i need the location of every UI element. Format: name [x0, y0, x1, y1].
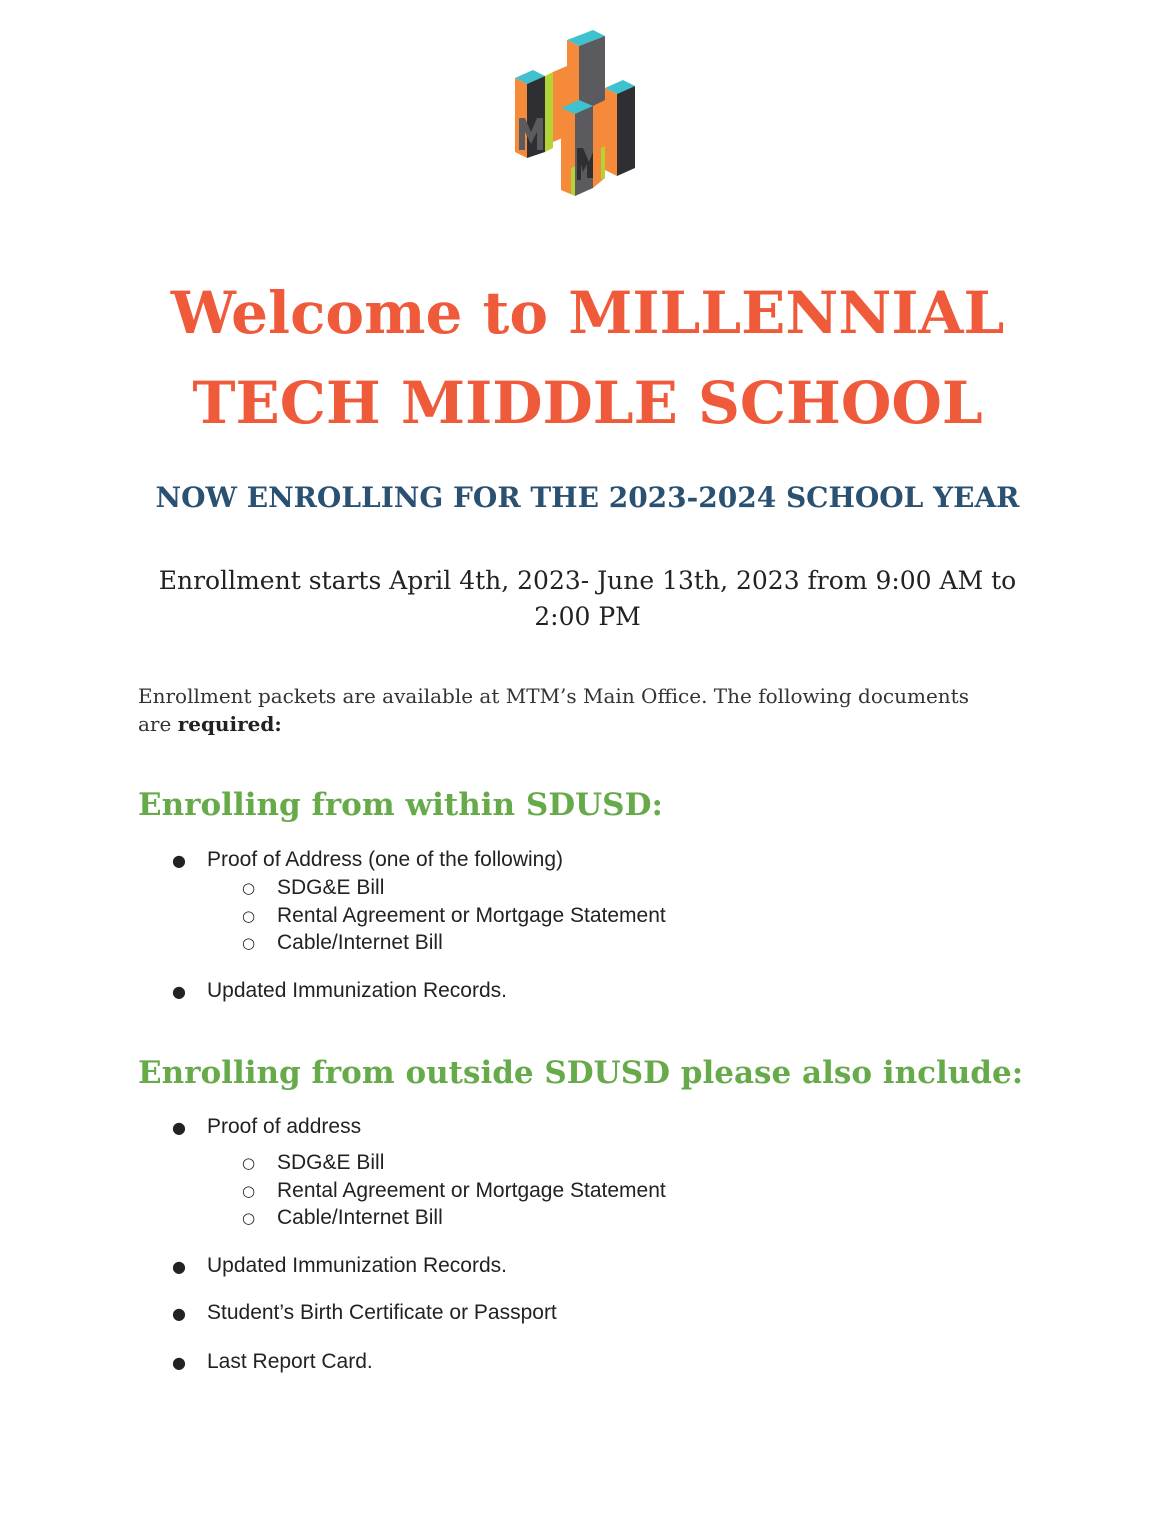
list-item: Updated Immunization Records. — [207, 979, 507, 1002]
sub-list-item: Cable/Internet Bill — [277, 931, 443, 954]
page-title-line-1: Welcome to MILLENNIAL — [170, 279, 1005, 347]
sub-bullet-icon: ○ — [242, 1154, 256, 1172]
enrollment-dates-line-2: 2:00 PM — [534, 602, 641, 631]
list-item: Proof of address — [207, 1115, 362, 1138]
bullet-icon: ● — [172, 1257, 186, 1276]
mtm-logo-icon — [505, 28, 655, 198]
enrollment-dates-line-1: Enrollment starts April 4th, 2023- June 13th, 2023 from 9:00 AM to — [158, 566, 1017, 595]
list-item: Last Report Card. — [207, 1350, 373, 1373]
intro-required-emphasis: required: — [177, 712, 282, 736]
section-heading-outside: Enrolling from outside SDUSD please also include: — [138, 1055, 1024, 1091]
list-item: Updated Immunization Records. — [207, 1254, 507, 1277]
sub-list-item: SDG&E Bill — [277, 1151, 385, 1174]
sub-bullet-icon: ○ — [242, 934, 256, 952]
enrollment-subtitle: NOW ENROLLING FOR THE 2023-2024 SCHOOL YEAR — [155, 481, 1020, 514]
page-title — [0, 268, 1175, 448]
section-heading-within: Enrolling from within SDUSD: — [138, 787, 663, 823]
intro-paragraph — [138, 682, 1048, 738]
bullet-icon: ● — [172, 982, 186, 1001]
sub-list-item: Rental Agreement or Mortgage Statement — [277, 904, 666, 927]
bullet-icon: ● — [172, 1353, 186, 1372]
sub-bullet-icon: ○ — [242, 1182, 256, 1200]
list-item: Proof of Address (one of the following) — [207, 848, 564, 871]
bullet-icon: ● — [172, 1304, 186, 1323]
list-item: Student’s Birth Certificate or Passport — [207, 1301, 557, 1324]
sub-bullet-icon: ○ — [242, 907, 256, 925]
bullet-icon: ● — [172, 1118, 186, 1137]
sub-bullet-icon: ○ — [242, 1209, 256, 1227]
sub-list-item: Rental Agreement or Mortgage Statement — [277, 1179, 666, 1202]
intro-line-2 — [138, 710, 1048, 738]
sub-bullet-icon: ○ — [242, 879, 256, 897]
intro-line-1: Enrollment packets are available at MTM’s Main Office. The following documents — [138, 684, 969, 708]
sub-list-item: SDG&E Bill — [277, 876, 385, 899]
bullet-icon: ● — [172, 851, 186, 870]
sub-list-item: Cable/Internet Bill — [277, 1206, 443, 1229]
page-title-line-2: TECH MIDDLE SCHOOL — [192, 369, 983, 437]
intro-line-2-prefix: are — [138, 712, 178, 736]
enrollment-dates — [140, 563, 1035, 635]
